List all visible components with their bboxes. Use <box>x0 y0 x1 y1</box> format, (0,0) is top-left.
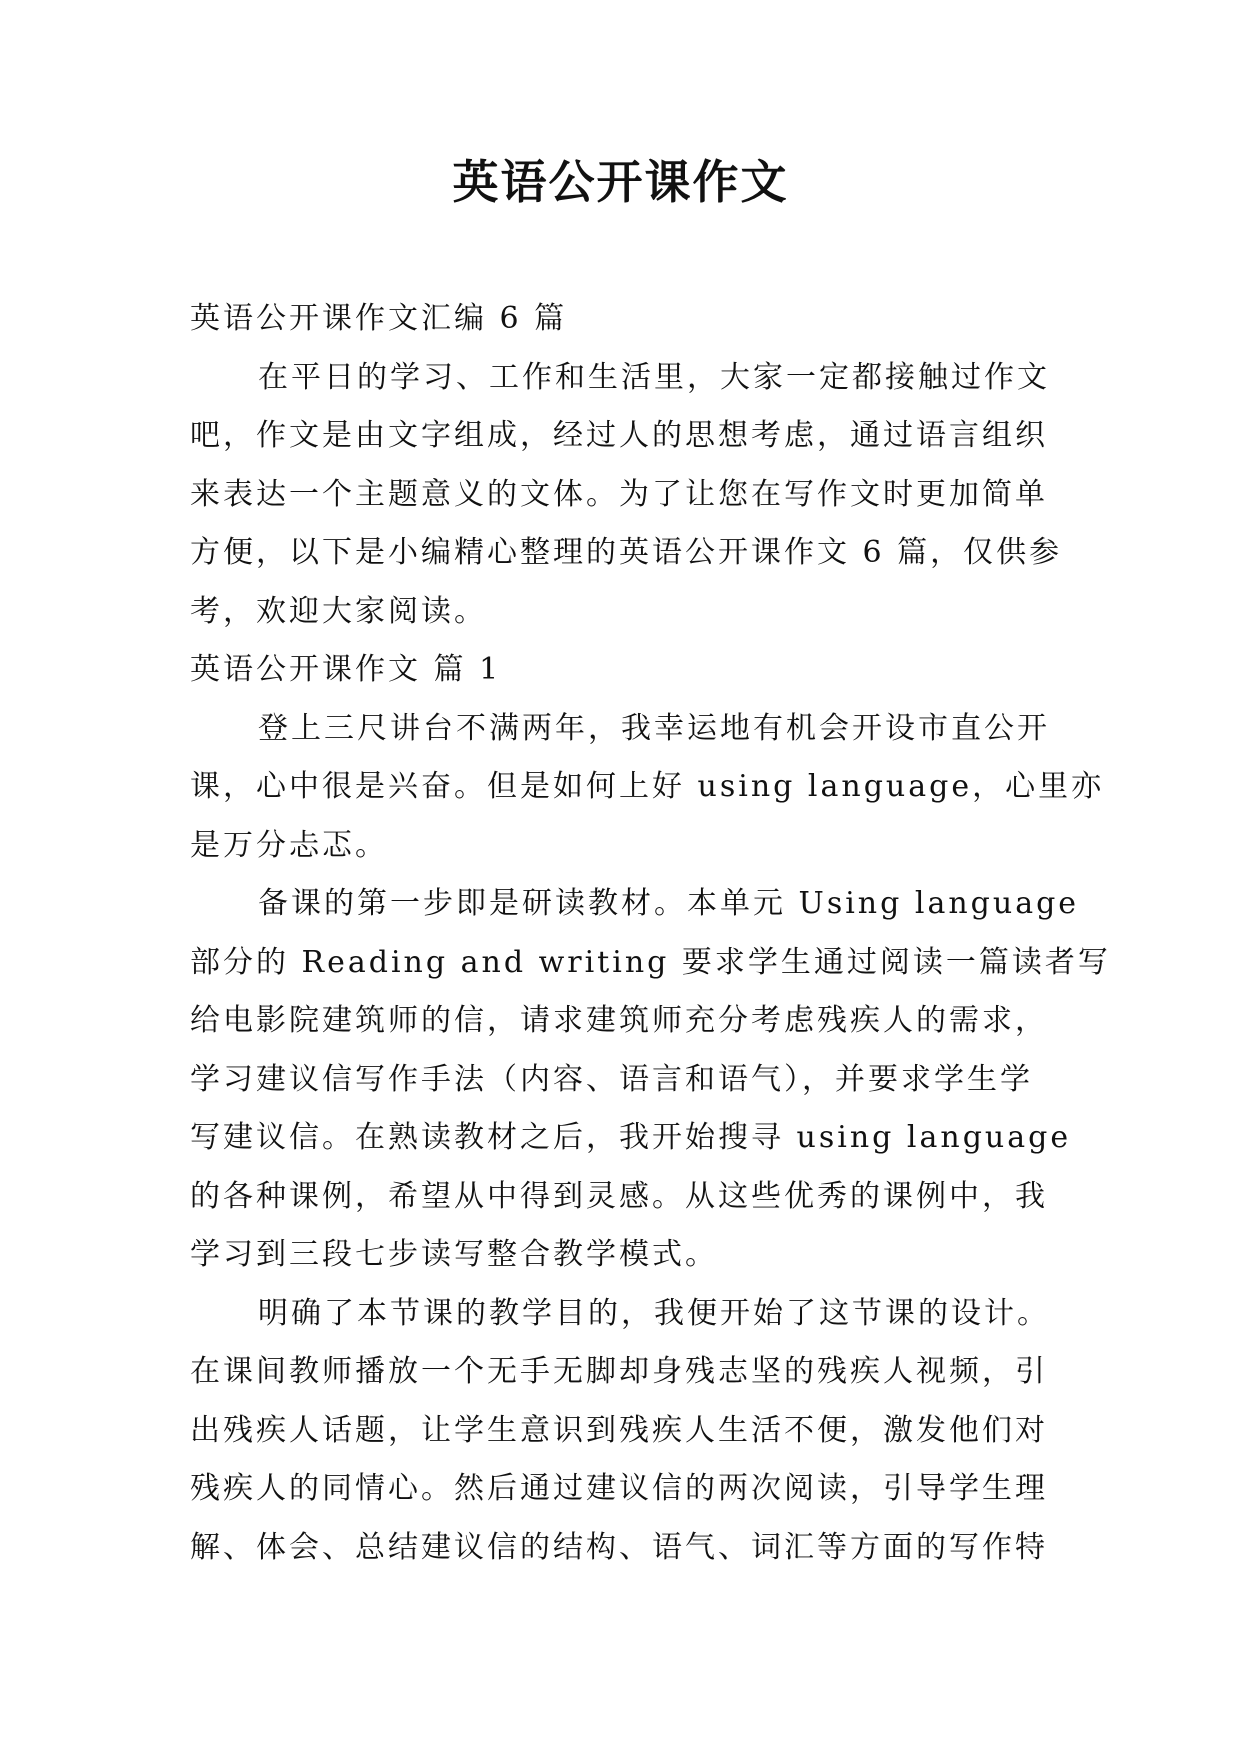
text-line: 在课间教师播放一个无手无脚却身残志坚的残疾人视频，引 <box>190 1354 1048 1389</box>
text-line: 出残疾人话题，让学生意识到残疾人生活不便，激发他们对 <box>190 1412 1048 1448</box>
document-body <box>190 290 1111 1577</box>
text-line: 方便，以下是小编精心整理的英语公开课作文 6 篇，仅供参 <box>190 535 1063 570</box>
text-line: 是万分忐忑。 <box>190 827 388 863</box>
text-line: 课，心中很是兴奋。但是如何上好 using language，心里亦 <box>190 769 1105 804</box>
text-line: 给电影院建筑师的信，请求建筑师充分考虑残疾人的需求， <box>190 1003 1048 1038</box>
text-line: 吧，作文是由文字组成，经过人的思想考虑，通过语言组织 <box>190 418 1048 453</box>
text-line: 明确了本节课的教学目的，我便开始了这节课的设计。 <box>258 1295 1050 1331</box>
text-line: 备课的第一步即是研读教材。本单元 Using language <box>258 886 1080 921</box>
text-line: 解、体会、总结建议信的结构、语气、词汇等方面的写作特 <box>190 1529 1048 1565</box>
text-line: 在平日的学习、工作和生活里，大家一定都接触过作文 <box>258 359 1050 395</box>
text-line: 学习建议信写作手法（内容、语言和语气），并要求学生学 <box>190 1061 1033 1097</box>
text-line: 来表达一个主题意义的文体。为了让您在写作文时更加简单 <box>190 476 1048 512</box>
text-line: 英语公开课作文汇编 6 篇 <box>190 301 568 336</box>
text-line: 残疾人的同情心。然后通过建议信的两次阅读，引导学生理 <box>190 1471 1048 1506</box>
text-line: 英语公开课作文 篇 1 <box>190 652 502 687</box>
document-title: 英语公开课作文 <box>452 155 789 209</box>
text-line: 部分的 Reading and writing 要求学生通过阅读一篇读者写 <box>190 944 1111 980</box>
text-line: 登上三尺讲台不满两年，我幸运地有机会开设市直公开 <box>258 710 1050 746</box>
text-line: 考，欢迎大家阅读。 <box>190 593 487 629</box>
text-line: 学习到三段七步读写整合教学模式。 <box>190 1237 718 1272</box>
text-line: 的各种课例，希望从中得到灵感。从这些优秀的课例中，我 <box>190 1178 1048 1214</box>
text-line: 写建议信。在熟读教材之后，我开始搜寻 using language <box>190 1120 1072 1155</box>
